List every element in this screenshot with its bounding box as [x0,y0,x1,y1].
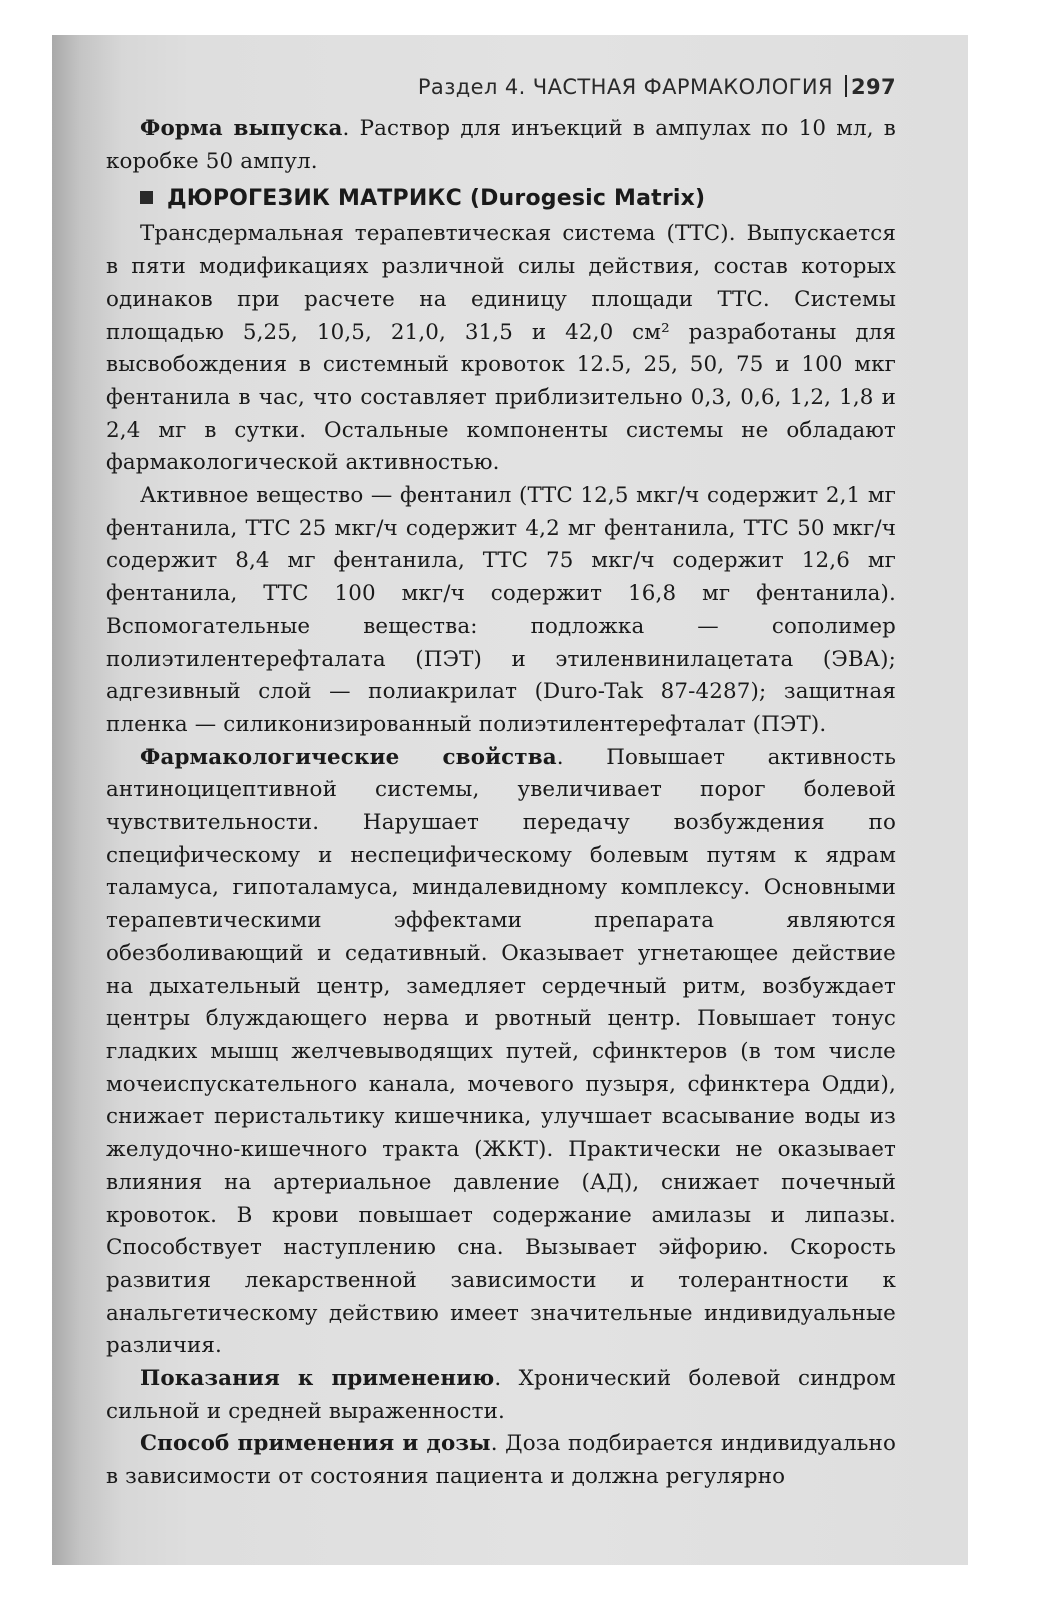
bullet-square-icon [140,191,153,204]
drug-heading-text: ДЮРОГЕЗИК МАТРИКС (Durogesic Matrix) [167,186,706,212]
pharmacology-paragraph [106,742,896,1363]
indications-paragraph [106,1363,896,1428]
running-title: Раздел 4. ЧАСТНАЯ ФАРМАКОЛОГИЯ [417,75,833,99]
page-content [106,75,896,1494]
description-paragraph: Трансдермальная терапевтическая система (ТТС). Выпускается в пяти модификациях различной силы действия, состав которых одинаков при расчете на единицу площади ТТС. Системы площадью 5,25, 10,5, 21,0, 31,5 и 42,0 см² разработаны для высвобождения в системный кровоток 12.5, 25, 50, 75 и 100 мкг фентанила в час, что составляет приблизительно 0,3, 0,6, 1,2, 1,8 и 2,4 мг в сутки. Остальные компоненты системы не обладают фармакологической активностью. [106,221,896,476]
pharmacology-text: . Повышает активность антиноцицептивной системы, увеличивает порог болевой чувствительности. Нарушает передачу возбуждения по специфическому и неспецифическому болевым путям к ядрам таламуса, гипоталамуса, миндалевидному комплексу. Основными терапевтическими эффектами препарата являются обезболивающий и седативный. Оказывает угнетающее действие на дыхательный центр, замедляет сердечный ритм, возбуждает центры блуждающего нерва и рвотный центр. Повышает тонус гладких мышц желчевыводящих путей, сфинктеров (в том числе мочеиспускательного канала, мочевого пузыря, сфинктера Одди), снижает перистальтику кишечника, улучшает всасывание воды из желудочно-кишечного тракта (ЖКТ). Практически не оказывает влияния на артериальное давление (АД), снижает почечный кровоток. В крови повышает содержание амилазы и липазы. Способствует наступлению сна. Вызывает эйфорию. Скорость развития лекарственной зависимости и толерантности к анальгетическому действию имеет значительные индивидуальные различия. [106,744,896,1359]
drug-heading [140,182,896,216]
form-release-label: Форма выпуска [140,116,343,141]
composition-paragraph: Активное вещество — фентанил (ТТС 12,5 мкг/ч содержит 2,1 мг фентанила, ТТС 25 мкг/ч содержит 4,2 мг фентанила, ТТС 50 мкг/ч содержит 8,4 мг фентанила, ТТС 75 мкг/ч содержит 12,6 мг фентанила, ТТС 100 мкг/ч содержит 16,8 мг фентанила). Вспомогательные вещества: подложка — сополимер полиэтилентерефталата (ПЭТ) и этиленвинилацетата (ЭВА); адгезивный слой — полиакрилат (Duro-Tak 87-4287); защитная пленка — силиконизированный полиэтилентерефталат (ПЭТ). [106,483,896,737]
form-release-text: . Раствор для инъекций в ампулах по 10 мл, в коробке 50 ампул. [106,116,896,174]
dosage-label: Способ применения и дозы [140,1431,491,1457]
running-header [106,75,896,99]
form-release-paragraph [106,113,896,178]
dosage-text: . Доза подбирается индивидуально в зависимости от состояния пациента и должна регулярно [106,1431,896,1490]
dosage-paragraph [106,1428,896,1493]
page-number: 297 [850,75,896,99]
header-divider [845,75,847,97]
indications-text: . Хронический болевой синдром сильной и средней выраженности. [106,1366,896,1424]
indications-label: Показания к применению [140,1366,495,1392]
scanned-page [52,35,968,1565]
pharmacology-label: Фармакологические свойства [140,744,557,770]
